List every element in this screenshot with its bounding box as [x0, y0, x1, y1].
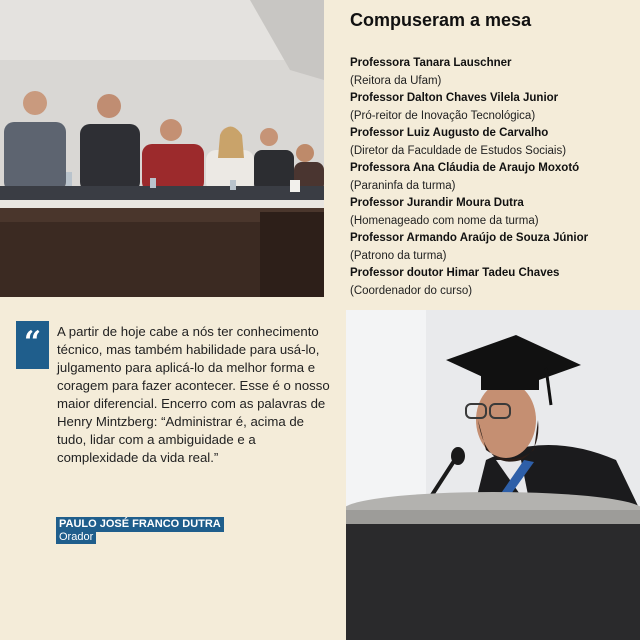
member-name: Professor Jurandir Moura Dutra: [350, 197, 524, 209]
member-role: (Diretor da Faculdade de Estudos Sociais): [350, 144, 567, 157]
panel-member-list: [350, 55, 640, 300]
speaker-podium-photo: [346, 310, 640, 640]
member-role: (Patrono da turma): [350, 249, 447, 262]
member-name: Professor Dalton Chaves Vilela Junior: [350, 92, 559, 104]
panel-member: [350, 230, 640, 265]
panel-title: Compuseram a mesa: [350, 10, 532, 30]
panel-member: [350, 265, 640, 300]
ceremony-table-photo: [0, 0, 324, 297]
member-role: (Pró-reitor de Inovação Tecnológica): [350, 109, 536, 122]
panel-member: [350, 195, 640, 230]
member-name: Professor Armando Araújo de Souza Júnior: [350, 232, 589, 244]
member-name: Professor Luiz Augusto de Carvalho: [350, 127, 549, 139]
panel-member: [350, 55, 640, 90]
member-role: (Homenageado com nome da turma): [350, 214, 539, 227]
panel-member: [350, 160, 640, 195]
member-name: Professora Ana Cláudia de Araujo Moxotó: [350, 162, 580, 174]
speaker-name: PAULO JOSÉ FRANCO DUTRA: [56, 517, 224, 532]
member-name: Professor doutor Himar Tadeu Chaves: [350, 267, 560, 279]
quote-mark-icon: “: [16, 321, 49, 369]
speaker-role: Orador: [56, 531, 96, 544]
quote-text: A partir de hoje cabe a nós ter conhecimento técnico, mas também habilidade para usá-lo, julgamento para aplicá-lo da melhor forma e coragem para fazer acontecer. Esse é o nosso maior diferencial. Encerro com as palavras de Henry Mintzberg: “Administrar é, acima de tudo, lidar com a ambiguidade e a complexidade da vida real.”: [57, 324, 330, 465]
panel-member: [350, 90, 640, 125]
member-role: (Reitora da Ufam): [350, 74, 442, 87]
member-role: (Paraninfa da turma): [350, 179, 456, 192]
panel-member: [350, 125, 640, 160]
member-name: Professora Tanara Lauschner: [350, 57, 512, 69]
member-role: (Coordenador do curso): [350, 284, 473, 297]
